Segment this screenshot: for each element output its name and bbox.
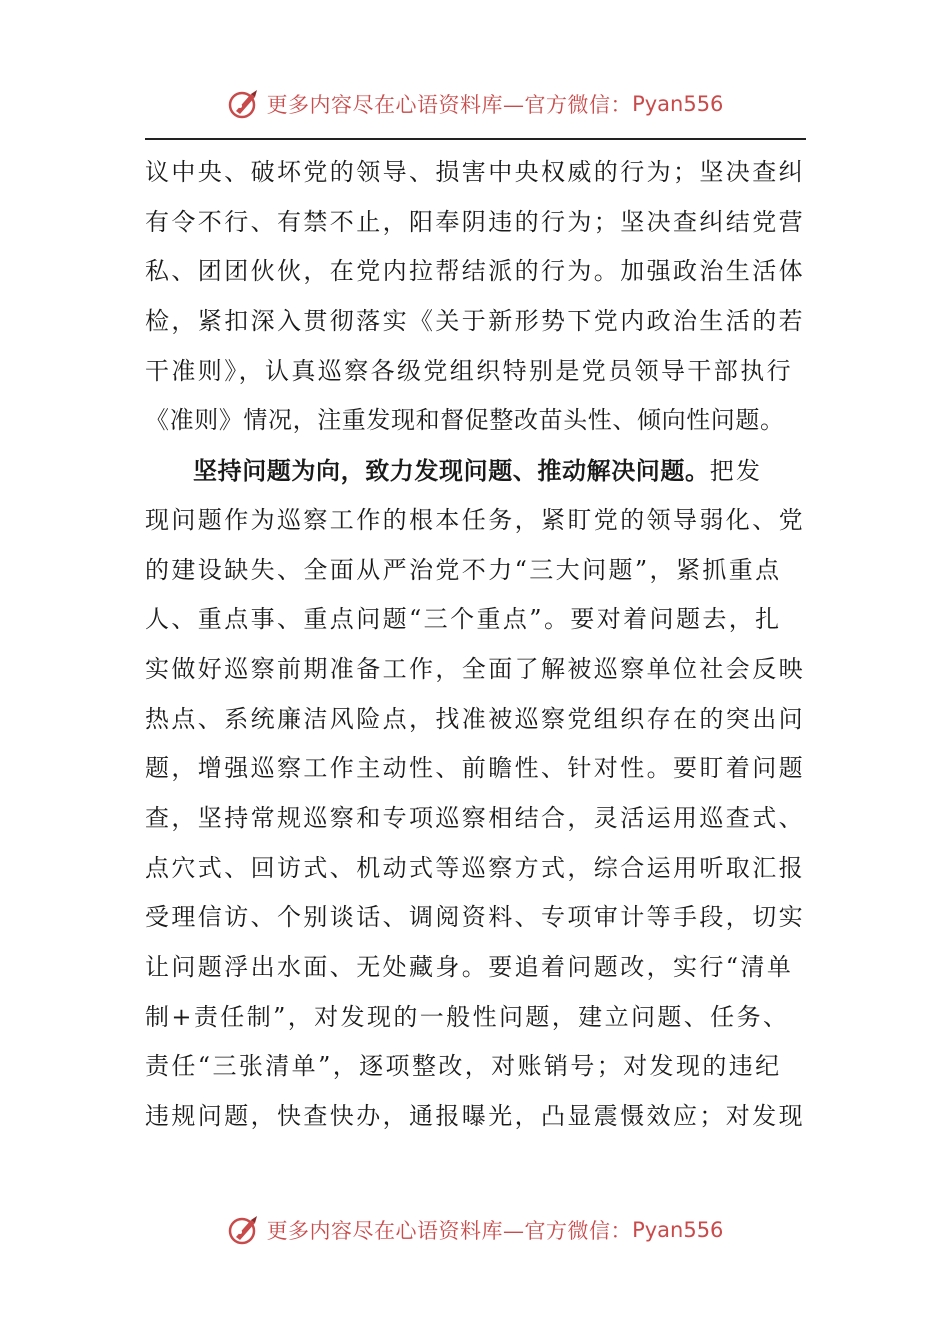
document-body — [145, 148, 806, 1142]
paragraph-text: 把发 — [709, 457, 763, 486]
body-line: 热点、系统廉洁风险点，找准被巡察党组织存在的突出问 — [145, 704, 805, 733]
body-line: 实做好巡察前期准备工作，全面了解被巡察单位社会反映 — [145, 654, 805, 683]
body-line: 干准则》，认真巡察各级党组织特别是党员领导干部执行 — [145, 356, 793, 385]
header-banner-text: 更多内容尽在心语资料库—官方微信： — [266, 93, 633, 117]
body-line: 《准则》情况，注重发现和督促整改苗头性、倾向性问题。 — [145, 406, 785, 435]
pen-circle-logo-icon — [227, 1213, 261, 1247]
header-banner-wechat-id: Pyan556 — [632, 92, 724, 116]
header-rule — [145, 138, 806, 140]
body-line: 受理信访、个别谈话、调阅资料、专项审计等手段，切实 — [145, 903, 805, 932]
body-line: 人、重点事、重点问题“三个重点”。要对着问题去，扎 — [145, 605, 782, 634]
footer-banner-text: 更多内容尽在心语资料库—官方微信： — [266, 1219, 633, 1243]
paragraph-2-first-line — [145, 446, 806, 496]
body-line: 责任“三张清单”，逐项整改，对账销号；对发现的违纪 — [145, 1052, 782, 1081]
body-line: 点穴式、回访式、机动式等巡察方式，综合运用听取汇报 — [145, 853, 805, 882]
header-banner — [0, 80, 950, 128]
pen-circle-logo-icon — [227, 87, 261, 121]
footer-banner — [0, 1206, 950, 1254]
body-line: 制+责任制”，对发现的一般性问题，建立问题、任务、 — [145, 1002, 790, 1031]
footer-banner-wechat-id: Pyan556 — [632, 1218, 724, 1242]
body-line: 现问题作为巡察工作的根本任务，紧盯党的领导弱化、党 — [145, 505, 805, 534]
body-line: 违规问题，快查快办，通报曝光，凸显震慑效应；对发现 — [145, 1102, 805, 1131]
body-line: 议中央、破坏党的领导、损害中央权威的行为；坚决查纠 — [145, 158, 805, 186]
body-line: 的建设缺失、全面从严治党不力“三大问题”，紧抓重点 — [145, 555, 782, 584]
body-line: 查，坚持常规巡察和专项巡察相结合，灵活运用巡查式、 — [145, 803, 805, 832]
body-line: 检，紧扣深入贯彻落实《关于新形势下党内政治生活的若 — [145, 307, 805, 336]
body-line: 题，增强巡察工作主动性、前瞻性、针对性。要盯着问题 — [145, 754, 805, 783]
body-line: 让问题浮出水面、无处藏身。要追着问题改，实行“清单 — [145, 953, 794, 981]
paragraph-heading: 坚持问题为向，致力发现问题、推动解决问题。 — [193, 456, 710, 486]
body-line: 有令不行、有禁不止，阳奉阴违的行为；坚决查纠结党营 — [145, 207, 805, 236]
body-line: 私、团团伙伙，在党内拉帮结派的行为。加强政治生活体 — [145, 257, 805, 286]
